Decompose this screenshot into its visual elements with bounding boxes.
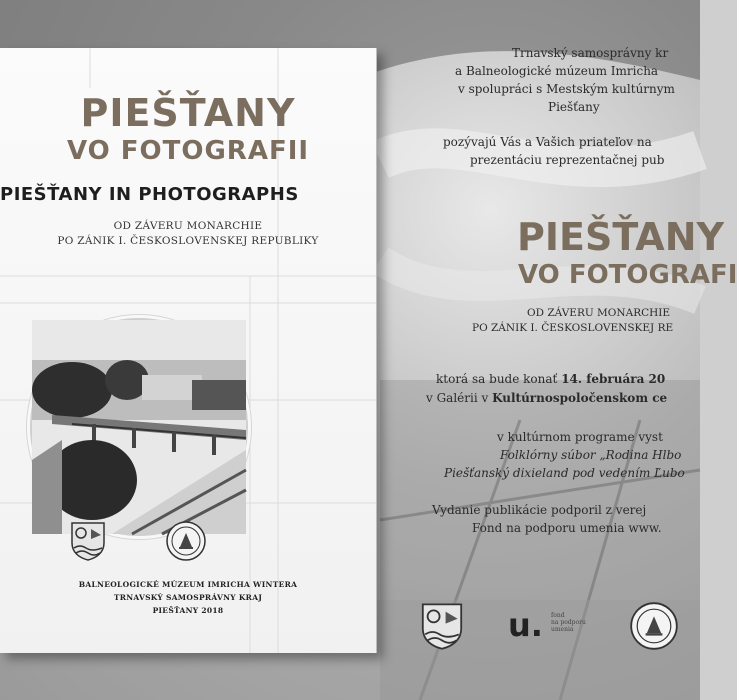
bridge-photo — [30, 318, 248, 536]
cover-publisher-3: PIEŠŤANY 2018 — [152, 606, 224, 615]
museum-seal-icon — [166, 521, 206, 561]
fund-logo: u. — [508, 606, 543, 644]
invite-venue — [426, 391, 667, 405]
cover-publisher-1: BALNEOLOGICKÉ MÚZEUM IMRICHA WINTERA — [78, 580, 298, 589]
invite-org-1: Trnavský samosprávny kr — [512, 46, 669, 60]
invite-region-crest-icon — [420, 602, 464, 650]
cover-period-line1: OD ZÁVERU MONARCHIE — [113, 220, 263, 232]
fund-line-2: na podporu — [551, 619, 586, 626]
date-value: 14. februára 20 — [561, 372, 666, 386]
invite-subtitle: VO FOTOGRAFI — [518, 260, 737, 290]
fund-line-1: fond — [551, 612, 565, 619]
invite-date — [436, 372, 665, 386]
venue-prefix: v Galérii v — [426, 391, 493, 405]
fund-line-3: umenia — [551, 626, 574, 633]
cover-publisher-2: TRNAVSKÝ SAMOSPRÁVNY KRAJ — [113, 593, 263, 602]
book-cover — [0, 48, 377, 653]
invite-performer-2: Piešťanský dixieland pod vedením Ľubo — [444, 466, 685, 480]
region-crest-icon — [70, 521, 106, 561]
invite-performer-1: Folklórny súbor „Rodina Hlbo — [500, 448, 682, 462]
invite-line-2: prezentáciu reprezentačnej pub — [470, 153, 665, 167]
invite-org-4: Piešťany — [548, 100, 600, 114]
invite-program: v kultúrnom programe vyst — [497, 430, 663, 444]
invite-support-2: Fond na podporu umenia www. — [472, 521, 662, 535]
invite-support-1: Vydanie publikácie podporil z verej — [432, 503, 647, 517]
invite-line-1: pozývajú Vás a Vašich priateľov na — [443, 135, 652, 149]
fund-logo-text — [551, 612, 586, 633]
invite-museum-seal-icon — [630, 602, 678, 650]
cover-subtitle: VO FOTOGRAFII — [66, 136, 310, 166]
cover-period-line2: PO ZÁNIK I. ČESKOSLOVENSKEJ REPUBLIKY — [57, 235, 319, 247]
invite-title: PIEŠŤANY — [517, 215, 725, 259]
invite-org-2: a Balneologické múzeum Imricha — [455, 64, 659, 78]
invite-period-line2: PO ZÁNIK I. ČESKOSLOVENSKEJ RE — [472, 322, 674, 334]
invite-period-line1: OD ZÁVERU MONARCHIE — [527, 307, 671, 319]
cover-title: PIEŠŤANY — [80, 91, 296, 135]
invite-org-3: v spolupráci s Mestským kultúrnym — [458, 82, 675, 96]
date-prefix: ktorá sa bude konať — [436, 372, 562, 386]
venue-name: Kultúrnospoločenskom ce — [492, 391, 668, 405]
cover-title-english: PIEŠŤANY IN PHOTOGRAPHS — [0, 184, 299, 205]
